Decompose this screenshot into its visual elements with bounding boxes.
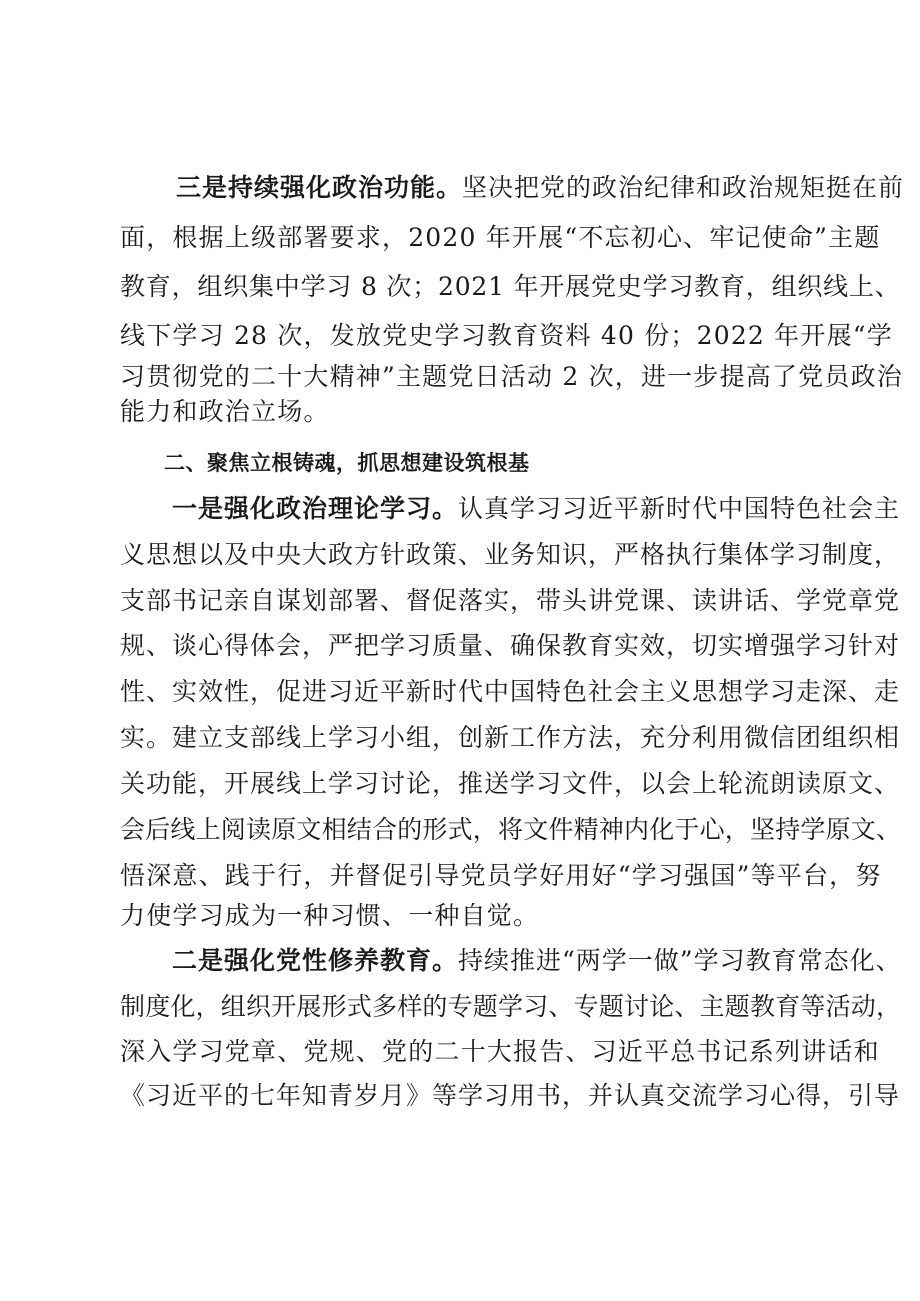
paragraph-1-line-4: 线下学习 28 次，发放党史学习教育资料 40 份；2022 年开展“学 (120, 321, 893, 350)
paragraph-2-line-8: 会后线上阅读原文相结合的形式，将文件精神内化于心，坚持学原文、 (120, 815, 902, 844)
paragraph-2-line-6: 实。建立支部线上学习小组，创新工作方法，充分利用微信团组织相 (120, 723, 901, 752)
section-heading: 二、聚焦立根铸魂，抓思想建设筑根基 (164, 451, 530, 475)
paragraph-1-lead: 三是持续强化政治功能。 (176, 173, 463, 202)
paragraph-3-lead: 二是强化党性修养教育。 (172, 946, 459, 975)
paragraph-1-line-3: 教育，组织集中学习 8 次；2021 年开展党史学习教育，组织线上、 (120, 272, 901, 301)
paragraph-2-line-7: 关功能，开展线上学习讨论，推送学习文件，以会上轮流朗读原文、 (120, 769, 901, 798)
paragraph-2-line-5: 性、实效性，促进习近平新时代中国特色社会主义思想学习走深、走 (120, 677, 901, 706)
paragraph-1-text: 坚决把党的政治纪律和政治规矩挺在前 (462, 173, 905, 202)
paragraph-3-line-4: 《习近平的七年知青岁月》等学习用书，并认真交流学习心得，引导 (120, 1081, 901, 1110)
paragraph-2-line-3: 支部书记亲自谋划部署、督促落实，带头讲党课、读讲话、学党章党 (120, 586, 901, 615)
paragraph-1-line-6: 能力和政治立场。 (120, 397, 330, 426)
paragraph-3-line-1 (172, 945, 902, 977)
paragraph-3-line-3: 深入学习党章、党规、党的二十大报告、习近平总书记系列讲话和 (120, 1037, 880, 1066)
paragraph-3-line-2: 制度化，组织开展形式多样的专题学习、专题讨论、主题教育等活动， (120, 992, 902, 1021)
paragraph-2-line-10: 力使学习成为一种习惯、一种自觉。 (120, 901, 540, 930)
paragraph-2-text: 认真学习习近平新时代中国特色社会主 (458, 494, 901, 523)
paragraph-3-text: 持续推进“两学一做”学习教育常态化、 (458, 946, 902, 975)
paragraph-1-line-2: 面，根据上级部署要求，2020 年开展“不忘初心、牢记使命”主题 (120, 223, 881, 252)
paragraph-1-line-5: 习贯彻党的二十大精神”主题党日活动 2 次，进一步提高了党员政治 (120, 362, 903, 391)
paragraph-2-lead: 一是强化政治理论学习。 (172, 494, 459, 523)
paragraph-2-line-4: 规、谈心得体会，严把学习质量、确保教育实效，切实增强学习针对 (120, 631, 901, 660)
paragraph-1-line-1 (176, 172, 904, 204)
paragraph-2-line-9: 悟深意、践于行，并督促引导党员学好用好“学习强国”等平台，努 (120, 861, 882, 890)
paragraph-2-line-2: 义思想以及中央大政方针政策、业务知识，严格执行集体学习制度， (120, 540, 901, 569)
paragraph-2-line-1 (172, 493, 900, 525)
